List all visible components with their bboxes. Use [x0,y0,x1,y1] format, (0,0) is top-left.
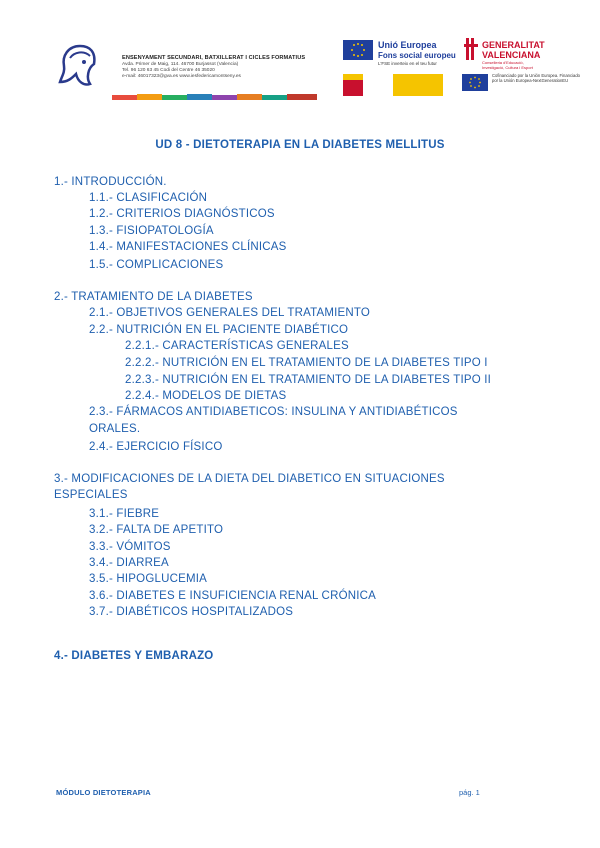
toc-item: 2.- TRATAMIENTO DE LA DIABETES [54,291,253,303]
generalitat-line1: GENERALITAT [482,40,545,50]
page-header [0,0,600,110]
toc-item: 1.2.- CRITERIOS DIAGNÓSTICOS [89,208,275,220]
toc-item: 2.2.2.- NUTRICIÓN EN EL TRATAMIENTO DE LA DIABETES TIPO I [125,357,488,369]
toc-item: 1.3.- FISIOPATOLOGÍA [89,225,214,237]
footer-module-name: MÓDULO DIETOTERAPIA [56,788,151,797]
toc-item: ESPECIALES [54,489,128,501]
eu-flag-small-icon [462,74,488,91]
footer-page-number: pág. 1 [459,788,480,797]
toc-item: 3.7.- DIABÉTICOS HOSPITALIZADOS [89,606,294,618]
toc-item: 4.- DIABETES Y EMBARAZO [54,650,214,662]
spain-shield-icon [343,74,363,96]
generalitat-small1: Conselleria d'Educació, [482,60,524,65]
document-title: UD 8 - DIETOTERAPIA EN LA DIABETES MELLITUS [155,139,445,151]
toc-item: ORALES. [89,423,141,435]
toc-item: 3.5.- HIPOGLUCEMIA [89,573,207,585]
toc-item: 1.5.- COMPLICACIONES [89,259,224,271]
generalitat-line2: VALENCIANA [482,50,541,60]
school-email: e-mail: 46017323@gva.es www.iesfedericamontseny.es [122,74,241,79]
school-address: Avda. Primer de Maig, 114. 46700 Burjassot (Valencia) [122,62,239,67]
decorative-color-strip [112,92,317,102]
toc-item: 2.2.4.- MODELOS DE DIETAS [125,390,287,402]
toc-item: 3.6.- DIABETES E INSUFICIENCIA RENAL CRÓNICA [89,590,376,602]
school-phone: Tel. 96 120 63 45 Codi del Centre 46 35020 [122,68,215,73]
toc-item: 2.3.- FÁRMACOS ANTIDIABETICOS: INSULINA Y ANTIDIABÉTICOS [89,406,458,418]
eu-tagline: L'FSE inverteix en el teu futur [378,61,437,66]
toc-item: 2.4.- EJERCICIO FÍSICO [89,441,223,453]
toc-item: 1.4.- MANIFESTACIONES CLÍNICAS [89,241,287,253]
school-info [122,55,327,79]
toc-item: 2.2.1.- CARACTERÍSTICAS GENERALES [125,340,349,352]
generalitat-emblem-icon [464,38,478,60]
toc-item: 3.4.- DIARREA [89,557,169,569]
toc-item: 3.3.- VÓMITOS [89,541,171,553]
toc-item: 1.- INTRODUCCIÓN. [54,176,167,188]
generalitat-subtext [482,61,533,70]
toc-item: 3.2.- FALTA DE APETITO [89,524,224,536]
school-name: ENSENYAMENT SECUNDARI, BATXILLERAT I CICLES FORMATIUS [122,55,306,61]
toc-item: 2.2.3.- NUTRICIÓN EN EL TRATAMIENTO DE LA DIABETES TIPO II [125,374,492,386]
school-logo [50,38,118,104]
toc-item: 3.- MODIFICACIONES DE LA DIETA DEL DIABETICO EN SITUACIONES [54,473,445,485]
ministry-logo [343,72,443,98]
toc-item: 2.2.- NUTRICIÓN EN EL PACIENTE DIABÉTICO [89,324,349,336]
toc-item: 2.1.- OBJETIVOS GENERALES DEL TRATAMIENTO [89,307,371,319]
toc-item: 1.1.- CLASIFICACIÓN [89,192,208,204]
ministry-label-box [393,74,443,96]
toc-item: 3.1.- FIEBRE [89,508,160,520]
eu-title: Unió Europea [378,40,437,50]
eu-flag-icon [343,40,373,60]
eu-cofunded-text: Cofinanciado por la Unión Europea. Financiado por la Unión Europea-NextGenerationEU [492,73,580,83]
generalitat-small2: Investigació, Cultura i Esport [482,64,533,70]
eu-subtitle: Fons social europeu [378,51,456,60]
